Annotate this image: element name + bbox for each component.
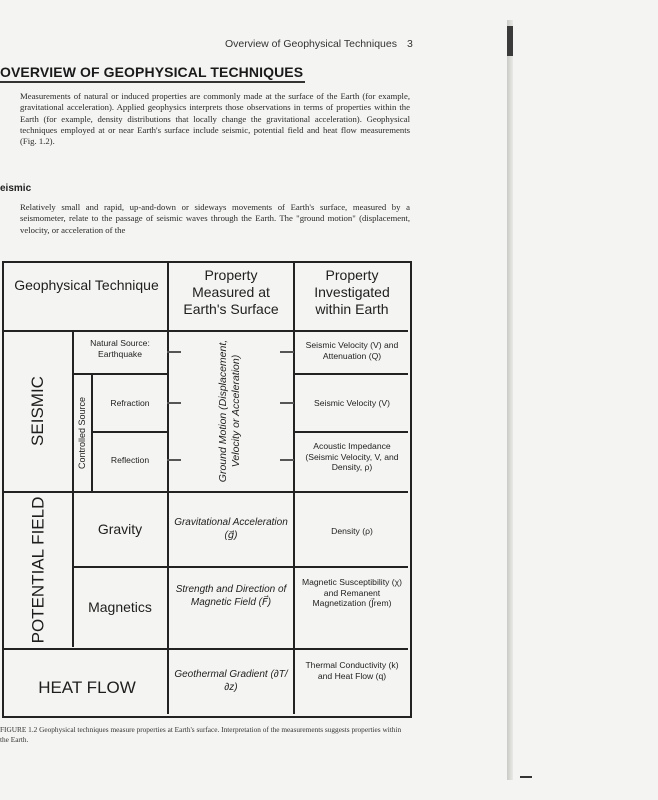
controlled-source: Controlled Source	[77, 396, 87, 470]
paragraph-seismic: Relatively small and rapid, up-and-down or sideways movements of Earth's surface, measured by a seismometer, relate to the passage of seismic waves through the Earth. The "ground motion" (displacement, velocity, or acceleration of the	[20, 202, 410, 235]
section-title: OVERVIEW OF GEOPHYSICAL TECHNIQUES	[0, 64, 304, 80]
seismic-refraction-investigated: Seismic Velocity (V)	[314, 398, 390, 408]
group-potential-field: POTENTIAL FIELD	[28, 496, 48, 644]
gravity: Gravity	[97, 521, 143, 537]
magnetics-investigated: Magnetic Susceptibility (χ) and Remanent Magnetization (J⃗rem)	[301, 577, 403, 608]
running-head	[225, 38, 413, 50]
gravity-measured: Gravitational Acceleration (g⃗)	[174, 517, 288, 541]
heat-flow: HEAT FLOW	[38, 678, 136, 697]
page-number: 3	[406, 38, 413, 50]
refraction: Refraction	[110, 398, 150, 408]
natural-source: Natural Source: Earthquake	[90, 338, 150, 359]
heat-flow-investigated: Thermal Conductivity (k) and Heat Flow (q)	[305, 660, 399, 681]
header-investigated: Property Investigated within Earth	[314, 267, 390, 317]
edge-dash	[520, 776, 532, 778]
heat-flow-measured: Geothermal Gradient (∂T/∂z)	[174, 669, 288, 693]
gravity-investigated: Density (ρ)	[331, 526, 373, 536]
running-head-title: Overview of Geophysical Techniques	[225, 38, 397, 50]
group-seismic: SEISMIC	[28, 376, 47, 446]
header-technique: Geophysical Technique	[14, 277, 159, 293]
seismic-reflection-investigated: Acoustic Impedance (Seismic Velocity, V, and Density, ρ)	[305, 441, 399, 472]
seismic-measured: Ground Motion (Displacement, Velocity or Acceleration)	[217, 339, 242, 483]
seismic-natural-investigated: Seismic Velocity (V) and Attenuation (Q)	[305, 340, 399, 361]
figure-table	[2, 261, 412, 718]
reflection: Reflection	[110, 455, 150, 465]
magnetics: Magnetics	[88, 599, 152, 615]
binding-shadow	[507, 20, 513, 780]
header-measured: Property Measured at Earth's Surface	[183, 267, 279, 317]
figure-caption: FIGURE 1.2 Geophysical techniques measure properties at Earth's surface. Interpretation of the measurements suggests properties within the Earth.	[0, 725, 402, 744]
binding-mark	[507, 26, 513, 56]
magnetics-measured: Strength and Direction of Magnetic Field (F⃗)	[175, 584, 287, 608]
subheading-seismic: eismic	[0, 183, 32, 194]
paragraph-intro: Measurements of natural or induced properties are commonly made at the surface of the Earth (for example, gravitational acceleration). Applied geophysics interprets those observations in terms of properties within the Earth (for example, density distributions that locally change the gravitational acceleration). Geophysical techniques employed at or near Earth's surface include seismic, potential field and heat flow measurements (Fig. 1.2).	[20, 91, 410, 147]
